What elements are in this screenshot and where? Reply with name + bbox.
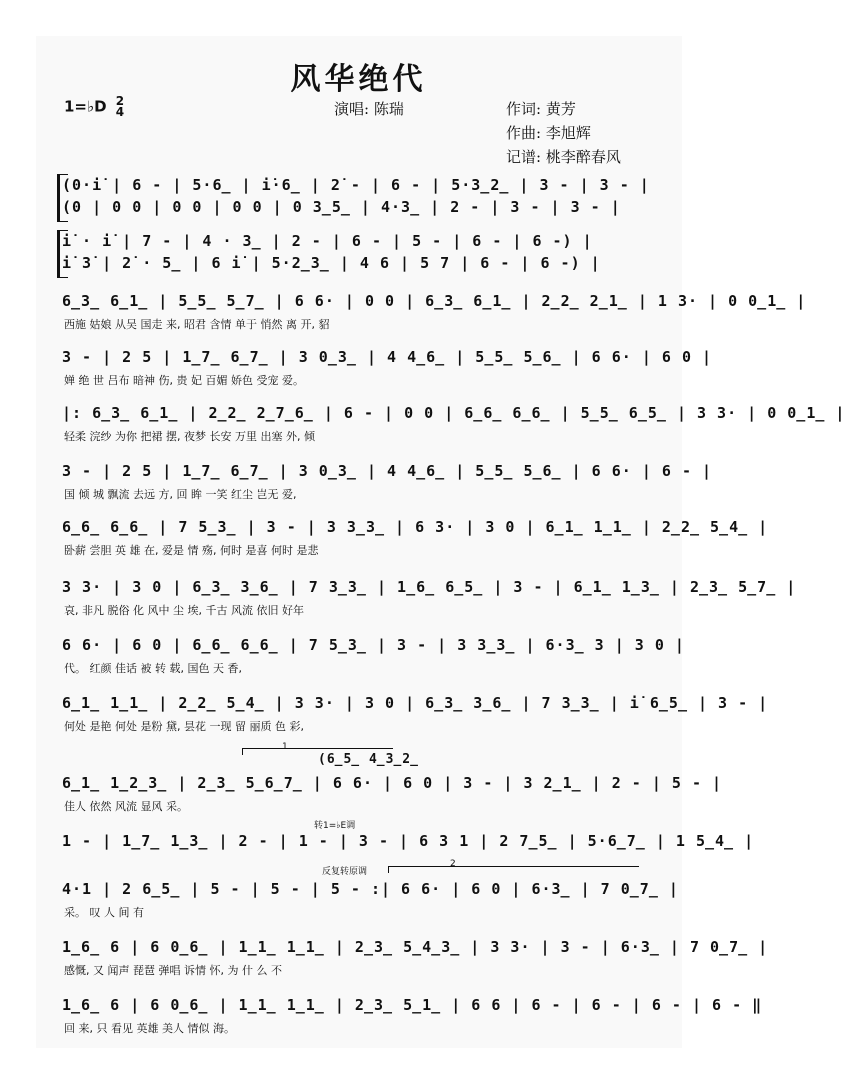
intro-line-2-top: i̇ · i̇ | 7 - | 4 · 3̲ | 2 - | 6 - | 5 - | 6 - | 6 -) |	[62, 232, 593, 250]
melody-line: 6̲3̲ 6̲1̲ | 5̲5̲ 5̲7̲ | 6 6· | 0 0 | 6̲3̲ 6̲1̲ | 2̲2̲ 2̲1̲ | 1 3· | 0 0̲1̲ |	[62, 292, 807, 310]
lyric-line: 回 来, 只 看见 英雄 美人 情似 海。	[64, 1022, 235, 1035]
lyric-line: 卧薪 尝胆 英 雄 在, 爱是 情 殇, 何时 是喜 何时 是悲	[64, 544, 319, 557]
time-top: 2	[115, 94, 125, 108]
lyric-line: 西施 姑娘 从吴 国走 来, 昭君 含情 单于 悄然 离 开, 貂	[64, 318, 330, 331]
melody-line: |: 6̲3̲ 6̲1̲ | 2̲2̲ 2̲7̲6̲ | 6 - | 0 0 | 6̲6̲ 6̲6̲ | 5̲5̲ 6̲5̲ | 3 3· | 0 0̲1̲ |	[62, 404, 845, 422]
lyric-line: 采。 叹 人 间 有	[64, 906, 144, 919]
song-title: 风华绝代	[290, 62, 427, 97]
repeat-note: 反复转原调	[322, 867, 368, 877]
intro-line-1-bottom: (0 | 0 0 | 0 0 | 0 0 | 0 3̲5̲ | 4·3̲ | 2 - | 3 - | 3 - |	[62, 198, 621, 216]
melody-line: 1 - | 1̲7̲ 1̲3̲ | 2 - | 1 - | 3 - | 6 3 1 | 2 7̲5̲ | 5·6̲7̲ | 1 5̲4̲ |	[62, 832, 755, 850]
volta-bracket-2	[388, 866, 639, 873]
intro-line-1-top: (0·i̇ | 6 - | 5·6̲ | i̇·6̲ | 2̇ - | 6 - | 5·3̲2̲ | 3 - | 3 - |	[62, 176, 650, 194]
time-signature	[116, 96, 124, 118]
composer-credit: 作曲: 李旭辉	[506, 124, 591, 142]
time-bottom: 4	[115, 105, 125, 119]
lyric-line: 佳人 依然 风流 显风 采。	[64, 800, 188, 813]
melody-line: 4·1 | 2 6̲5̲ | 5 - | 5 - | 5 - :| 6 6· | 6 0 | 6·3̲ | 7 0̲7̲ |	[62, 880, 679, 898]
key-label: 1=♭D	[64, 97, 107, 116]
modulation-note: 转1=♭E调	[314, 821, 356, 831]
lyric-line: 哀, 非凡 脱俗 化 风中 尘 埃, 千古 风流 依旧 好年	[64, 604, 304, 617]
melody-line: 6̲6̲ 6̲6̲ | 7 5̲3̲ | 3 - | 3 3̲3̲ | 6 3· | 3 0 | 6̲1̲ 1̲1̲ | 2̲2̲ 5̲4̲ |	[62, 518, 769, 536]
lyric-line: 婵 绝 世 吕布 暗神 伤, 贵 妃 百媚 娇色 受宠 爱。	[64, 374, 304, 387]
lyric-line: 国 倾 城 飘流 去远 方, 回 眸 一笑 红尘 岂无 爱,	[64, 488, 297, 501]
volta-1-notes: (6̲5̲ 4̲3̲2̲	[318, 752, 419, 767]
intro-line-2-bottom: i̇ 3̇ | 2̇ · 5̲ | 6 i̇ | 5·2̲3̲ | 4 6 | 5 7 | 6 - | 6 -) |	[62, 254, 601, 272]
melody-line: 6 6· | 6 0 | 6̲6̲ 6̲6̲ | 7 5̲3̲ | 3 - | 3 3̲3̲ | 6·3̲ 3 | 3 0 |	[62, 636, 685, 654]
lyric-line: 何处 是艳 何处 是粉 黛, 昙花 一现 留 丽质 色 彩,	[64, 720, 304, 733]
lyricist-credit: 作词: 黄芳	[506, 100, 576, 118]
melody-line: 3 - | 2 5 | 1̲7̲ 6̲7̲ | 3 0̲3̲ | 4 4̲6̲ | 5̲5̲ 5̲6̲ | 6 6· | 6 0 |	[62, 348, 713, 366]
lyric-line: 代。 红颜 佳话 被 转 载, 国色 天 香,	[64, 662, 242, 675]
volta-2-label: 2	[450, 859, 456, 869]
melody-line: 3 - | 2 5 | 1̲7̲ 6̲7̲ | 3 0̲3̲ | 4 4̲6̲ | 5̲5̲ 5̲6̲ | 6 6· | 6 - |	[62, 462, 713, 480]
lyric-line: 感慨, 又 闻声 琵琶 弹唱 诉情 怀, 为 什 么 不	[64, 964, 282, 977]
key-signature	[64, 96, 124, 118]
melody-line: 6̲1̲ 1̲2̲3̲ | 2̲3̲ 5̲6̲7̲ | 6 6· | 6 0 | 3 - | 3 2̲1̲ | 2 - | 5 - |	[62, 774, 723, 792]
melody-line: 6̲1̲ 1̲1̲ | 2̲2̲ 5̲4̲ | 3 3· | 3 0 | 6̲3̲ 3̲6̲ | 7 3̲3̲ | i̇ 6̲5̲ | 3 - |	[62, 694, 769, 712]
singer-credit: 演唱: 陈瑞	[334, 100, 404, 118]
melody-line: 1̲6̲ 6 | 6 0̲6̲ | 1̲1̲ 1̲1̲ | 2̲3̲ 5̲4̲3̲ | 3 3· | 3 - | 6·3̲ | 7 0̲7̲ |	[62, 938, 769, 956]
melody-line: 1̲6̲ 6 | 6 0̲6̲ | 1̲1̲ 1̲1̲ | 2̲3̲ 5̲1̲ | 6 6 | 6 - | 6 - | 6 - | 6 - ‖	[62, 996, 763, 1014]
transcriber-credit: 记谱: 桃李醉春风	[506, 148, 621, 166]
lyric-line: 轻柔 浣纱 为你 把裙 摆, 夜梦 长安 万里 出塞 外, 倾	[64, 430, 315, 443]
melody-line: 3 3· | 3 0 | 6̲3̲ 3̲6̲ | 7 3̲3̲ | 1̲6̲ 6̲5̲ | 3 - | 6̲1̲ 1̲3̲ | 2̲3̲ 5̲7̲ |	[62, 578, 797, 596]
volta-1-label: 1	[282, 742, 288, 752]
